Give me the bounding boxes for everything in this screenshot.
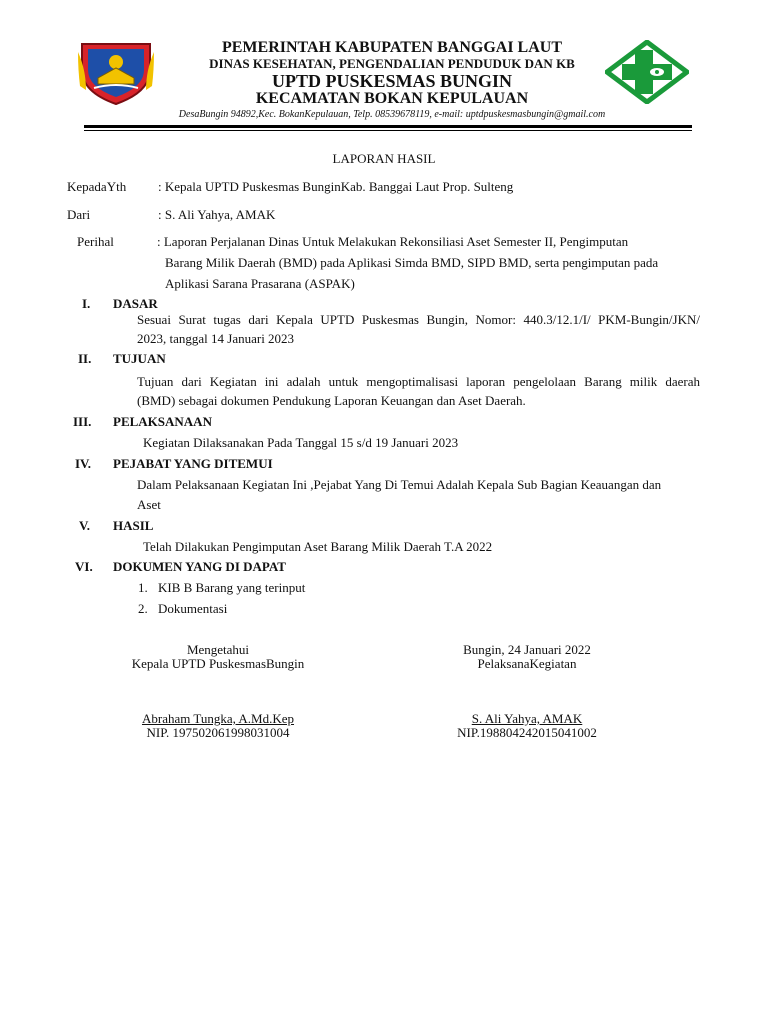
signature-left-name: Abraham Tungka, A.Md.Kep <box>141 711 295 726</box>
section-number: III. <box>73 414 92 429</box>
list-item-number: 2. <box>138 601 148 616</box>
signature-right-nip: NIP.198804242015041002 <box>457 725 597 740</box>
report-title: LAPORAN HASIL <box>332 151 436 166</box>
section-dasar-line-2: 2023, tanggal 14 Januari 2023 <box>137 331 295 346</box>
section-pelaksanaan-line-1: Kegiatan Dilaksanakan Pada Tanggal 15 s/d 19 Januari 2023 <box>143 435 459 450</box>
letterhead-line3: UPTD PUSKESMAS BUNGIN <box>271 71 513 91</box>
kepada-value: : Kepala UPTD Puskesmas BunginKab. Banggai Laut Prop. Sulteng <box>158 179 514 194</box>
perihal-label: Perihal <box>77 234 114 249</box>
perihal-line-1: : Laporan Perjalanan Dinas Untuk Melakukan Rekonsiliasi Aset Semester II, Pengimputan <box>157 234 629 249</box>
signature-right-name: S. Ali Yahya, AMAK <box>471 711 583 726</box>
kepada-label: KepadaYth <box>67 179 127 194</box>
perihal-line-3: Aplikasi Sarana Prasarana (ASPAK) <box>165 276 355 291</box>
letterhead-line2: DINAS KESEHATAN, PENGENDALIAN PENDUDUK DAN KB <box>209 56 575 71</box>
signature-left-nip: NIP. 197502061998031004 <box>146 725 290 740</box>
letterhead-address: DesaBungin 94892,Kec. BokanKepulauan, Telp. 08539678119, e-mail: uptdpuskesmasbungin@gmail.com <box>178 109 606 120</box>
signature-left-line2: Kepala UPTD PuskesmasBungin <box>131 656 305 671</box>
section-number: V. <box>79 518 90 533</box>
section-dasar-line-1: Sesuai Surat tugas dari Kepala UPTD Puskesmas Bungin, Nomor: 440.3/12.1/I/ PKM-Bungin/JKN/ <box>137 312 700 327</box>
header-rule-thick <box>84 125 692 128</box>
section-tujuan-line-1: Tujuan dari Kegiatan ini adalah untuk mengoptimalisasi laporan pengelolaan Barang milik daerah <box>137 374 700 389</box>
section-title-pejabat: PEJABAT YANG DITEMUI <box>113 456 273 471</box>
section-title-tujuan: TUJUAN <box>113 351 166 366</box>
section-pejabat-line-1: Dalam Pelaksanaan Kegiatan Ini ,Pejabat Yang Di Temui Adalah Kepala Sub Bagian Keauangan dan <box>137 477 662 492</box>
section-title-dasar: DASAR <box>113 296 158 311</box>
perihal-line-2: Barang Milik Daerah (BMD) pada Aplikasi Simda BMD, SIPD BMD, serta pengimputan pada <box>165 255 659 270</box>
section-number: IV. <box>75 456 92 471</box>
letterhead-line4: KECAMATAN BOKAN KEPULAUAN <box>255 90 529 107</box>
header-rule-thin <box>84 130 692 131</box>
letterhead-line1: PEMERINTAH KABUPATEN BANGGAI LAUT <box>221 39 563 56</box>
section-number: II. <box>78 351 92 366</box>
dari-value: : S. Ali Yahya, AMAK <box>158 207 276 222</box>
signature-right-line2: PelaksanaKegiatan <box>477 656 577 671</box>
section-title-hasil: HASIL <box>113 518 154 533</box>
section-title-dokumen: DOKUMEN YANG DI DAPAT <box>113 559 286 574</box>
section-pejabat-line-2: Aset <box>137 497 161 512</box>
section-hasil-line-1: Telah Dilakukan Pengimputan Aset Barang Milik Daerah T.A 2022 <box>143 539 493 554</box>
signature-right-line1: Bungin, 24 Januari 2022 <box>463 642 591 657</box>
list-item-number: 1. <box>138 580 148 595</box>
section-tujuan-line-2: (BMD) sebagai dokumen Pendukung Laporan Keuangan dan Aset Daerah. <box>137 393 526 408</box>
section-title-pelaksanaan: PELAKSANAAN <box>113 414 212 429</box>
list-item-text: KIB B Barang yang terinput <box>158 580 306 595</box>
list-item-text: Dokumentasi <box>158 601 228 616</box>
section-number: I. <box>82 296 91 311</box>
section-number: VI. <box>75 559 93 574</box>
signature-left-line1: Mengetahui <box>186 642 250 657</box>
dari-label: Dari <box>67 207 91 222</box>
